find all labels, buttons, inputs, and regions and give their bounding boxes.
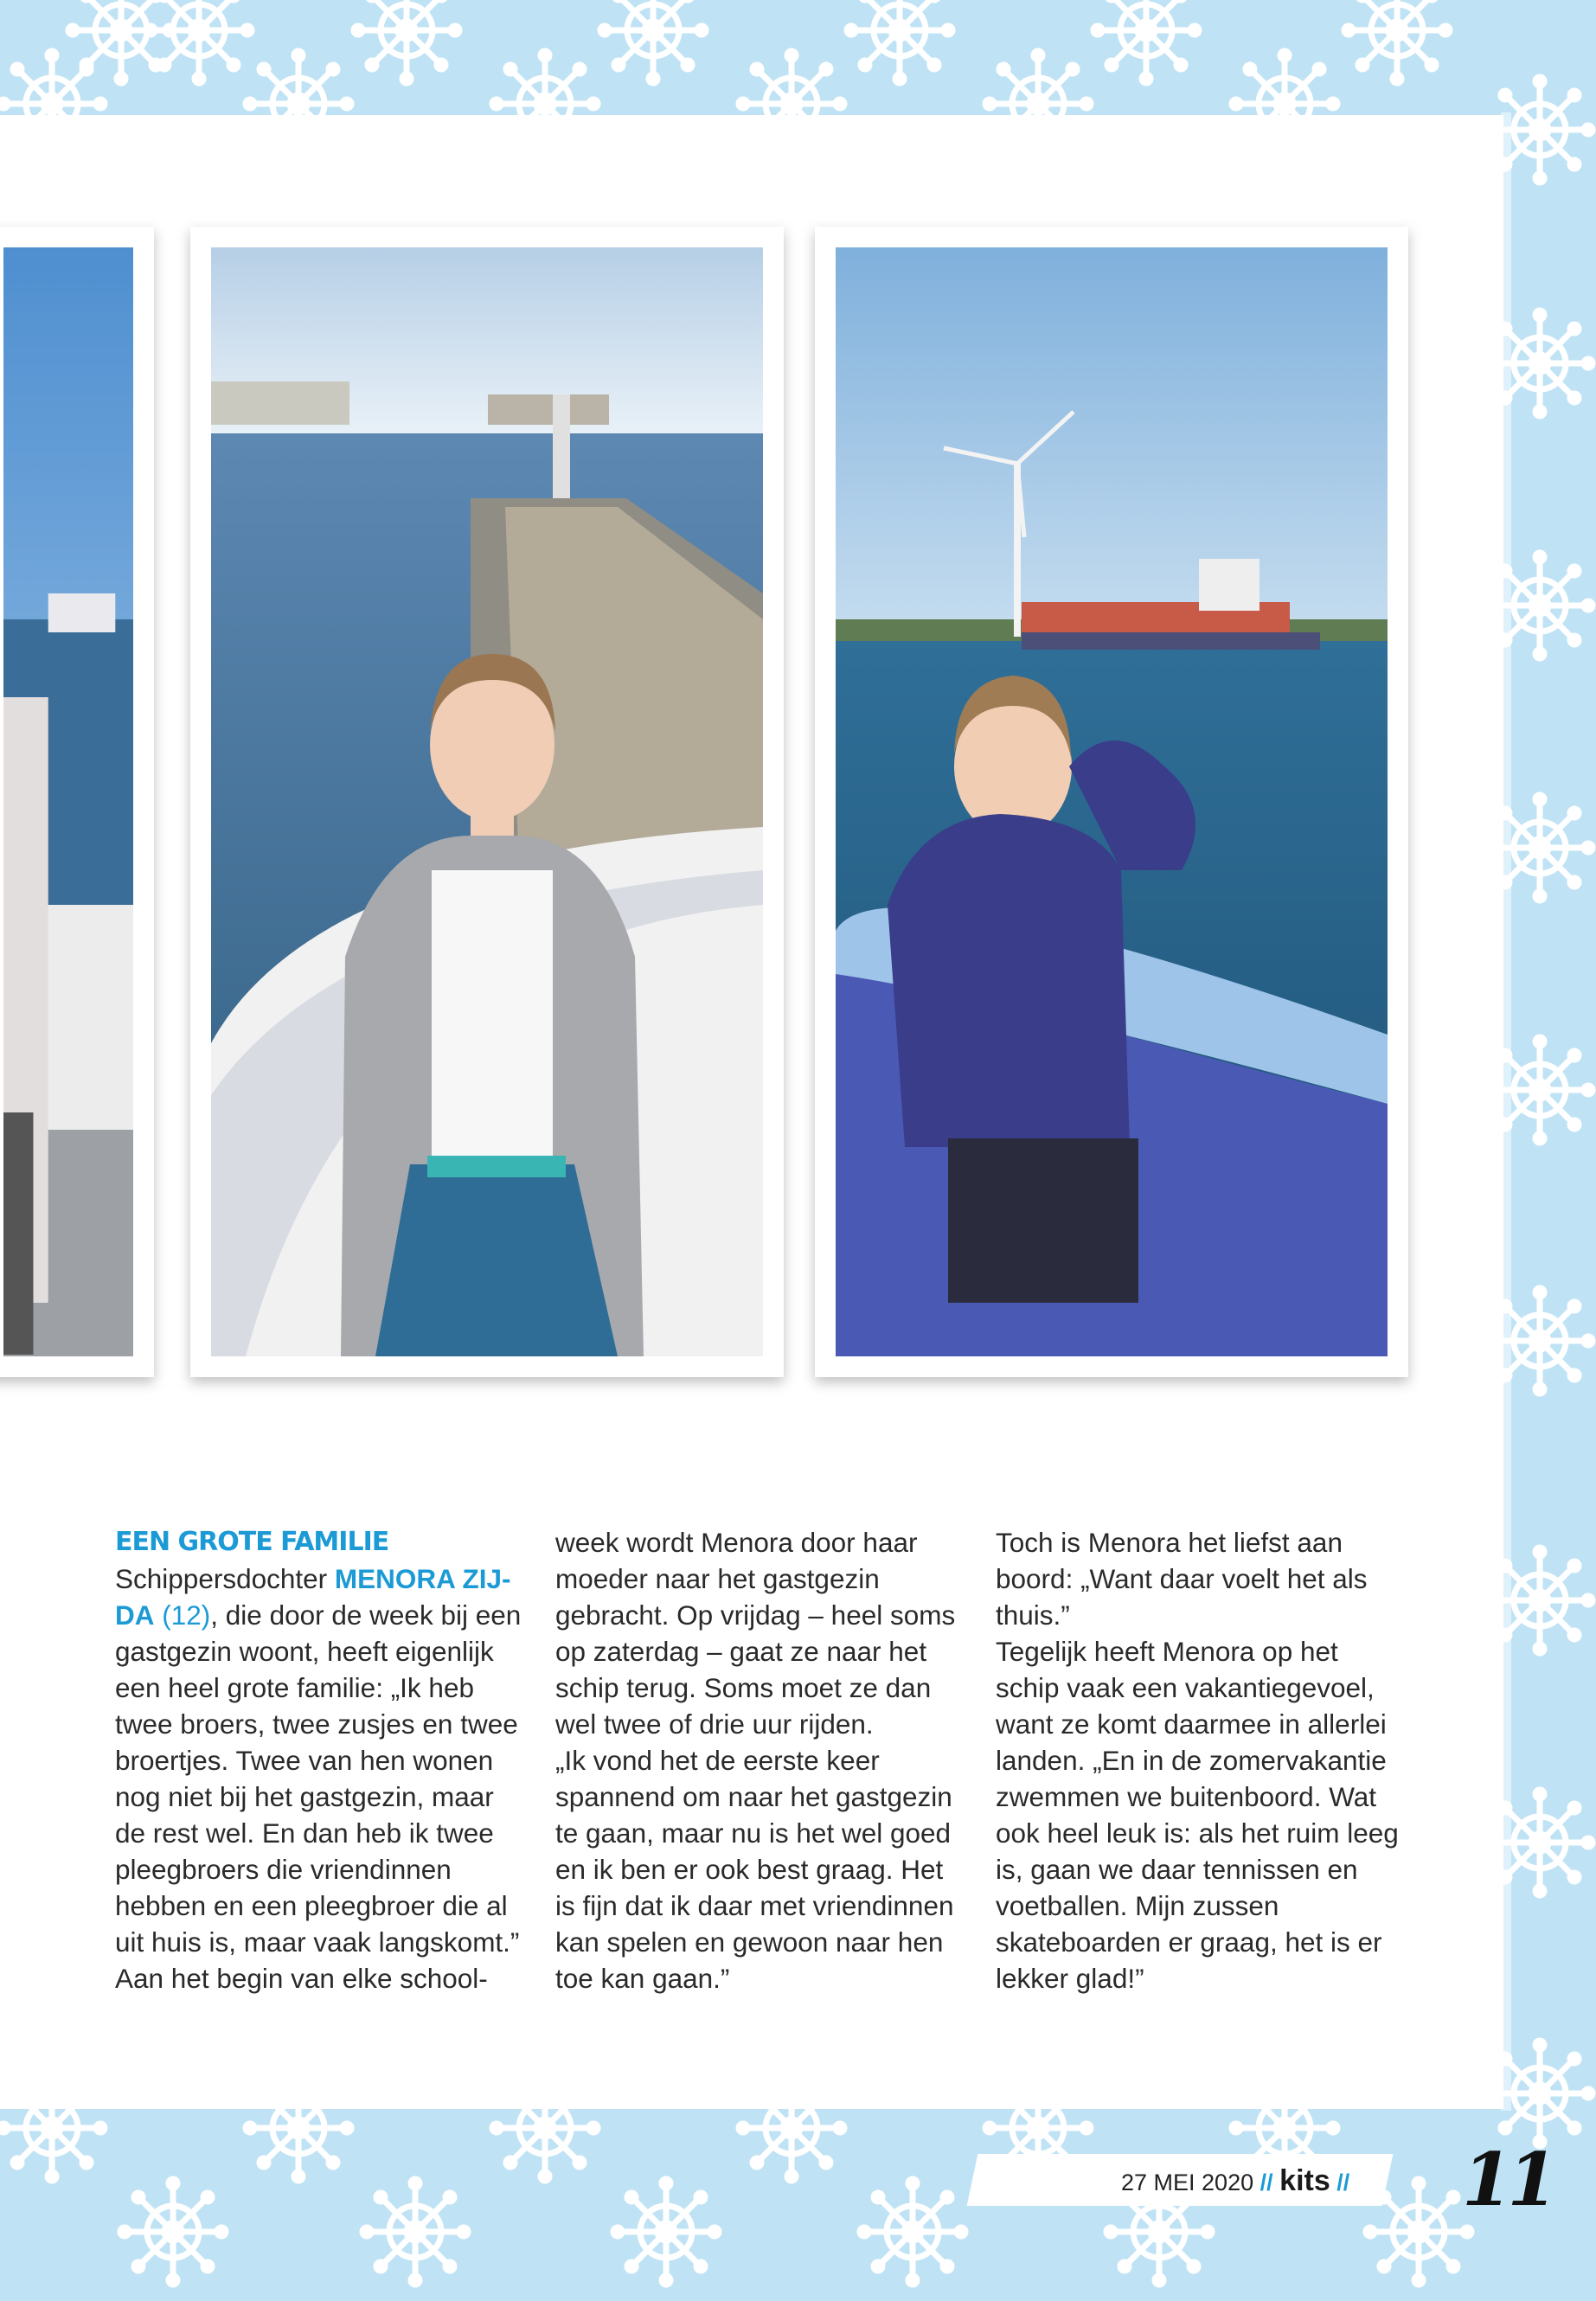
photo-left-image xyxy=(3,247,133,1356)
column-2-paragraph-2: „Ik vond het de eerste keer spannend om naar het gastgezin te gaan, maar nu is het wel goed en ik ben er ook best graag. Het is fijn dat ik daar met vriendinnen kan spelen en gewoon naar hen toe kan gaan.” xyxy=(555,1745,954,1994)
column-1-paragraph-1 xyxy=(115,1561,522,1960)
article-column-2 xyxy=(555,1524,962,1997)
intro-body-text: , die door de week bij een gastgezin woont, heeft eigenlijk een heel grote familie: „Ik heb twee broers, twee zusjes en twee broertjes. Twee van hen wonen nog niet bij het gastgezin, maar de rest wel. En dan heb ik twee pleegbroers die vriendinnen hebben en een pleegbroer die al uit huis is, maar vaak langskomt.” xyxy=(115,1599,522,1958)
column-3-paragraph-1: Toch is Menora het liefst aan boord: „Want daar voelt het als thuis.” xyxy=(996,1527,1368,1631)
column-2-paragraph-1: week wordt Menora door haar moeder naar het gastgezin gebracht. Op vrijdag – heel soms op zaterdag – gaat ze naar het schip terug. Soms moet ze dan wel twee of drie uur rijden. xyxy=(555,1527,956,1740)
separator: // xyxy=(1259,2170,1273,2195)
article-heading: EEN GROTE FAMILIE xyxy=(115,1527,389,1557)
column-3-paragraph-2: Tegelijk heeft Menora op het schip vaak een vakantiegevoel, want ze komt daarmee in allerlei landen. „En in de zomervakantie zwemmen we buitenboord. Wat ook heel leuk is: als het ruim leeg is, gaan we daar tennissen en voetballen. Mijn zussen skateboarden er graag, het is er lekker glad!” xyxy=(996,1636,1399,1994)
photo-girl-deck-image xyxy=(211,247,763,1356)
photo-girl-turbine-image xyxy=(836,247,1388,1356)
page-number: 11 xyxy=(1462,2137,1553,2222)
age-text: (12) xyxy=(154,1599,211,1631)
magazine-brand: kits xyxy=(1279,2164,1330,2197)
photo-girl-turbine xyxy=(815,227,1408,1377)
article-column-3 xyxy=(996,1524,1402,1997)
name-highlight: MENORA ZIJ-DA xyxy=(115,1563,511,1631)
footer-line xyxy=(1121,2159,1349,2202)
article-column-1 xyxy=(115,1524,522,1997)
column-1-paragraph-2: Aan het begin van elke school- xyxy=(115,1963,488,1994)
intro-text: Schippersdochter xyxy=(115,1563,335,1594)
separator: // xyxy=(1336,2170,1350,2195)
issue-date: 27 MEI 2020 xyxy=(1121,2170,1254,2195)
photo-girl-deck xyxy=(190,227,784,1377)
photo-left-partial xyxy=(0,227,154,1377)
